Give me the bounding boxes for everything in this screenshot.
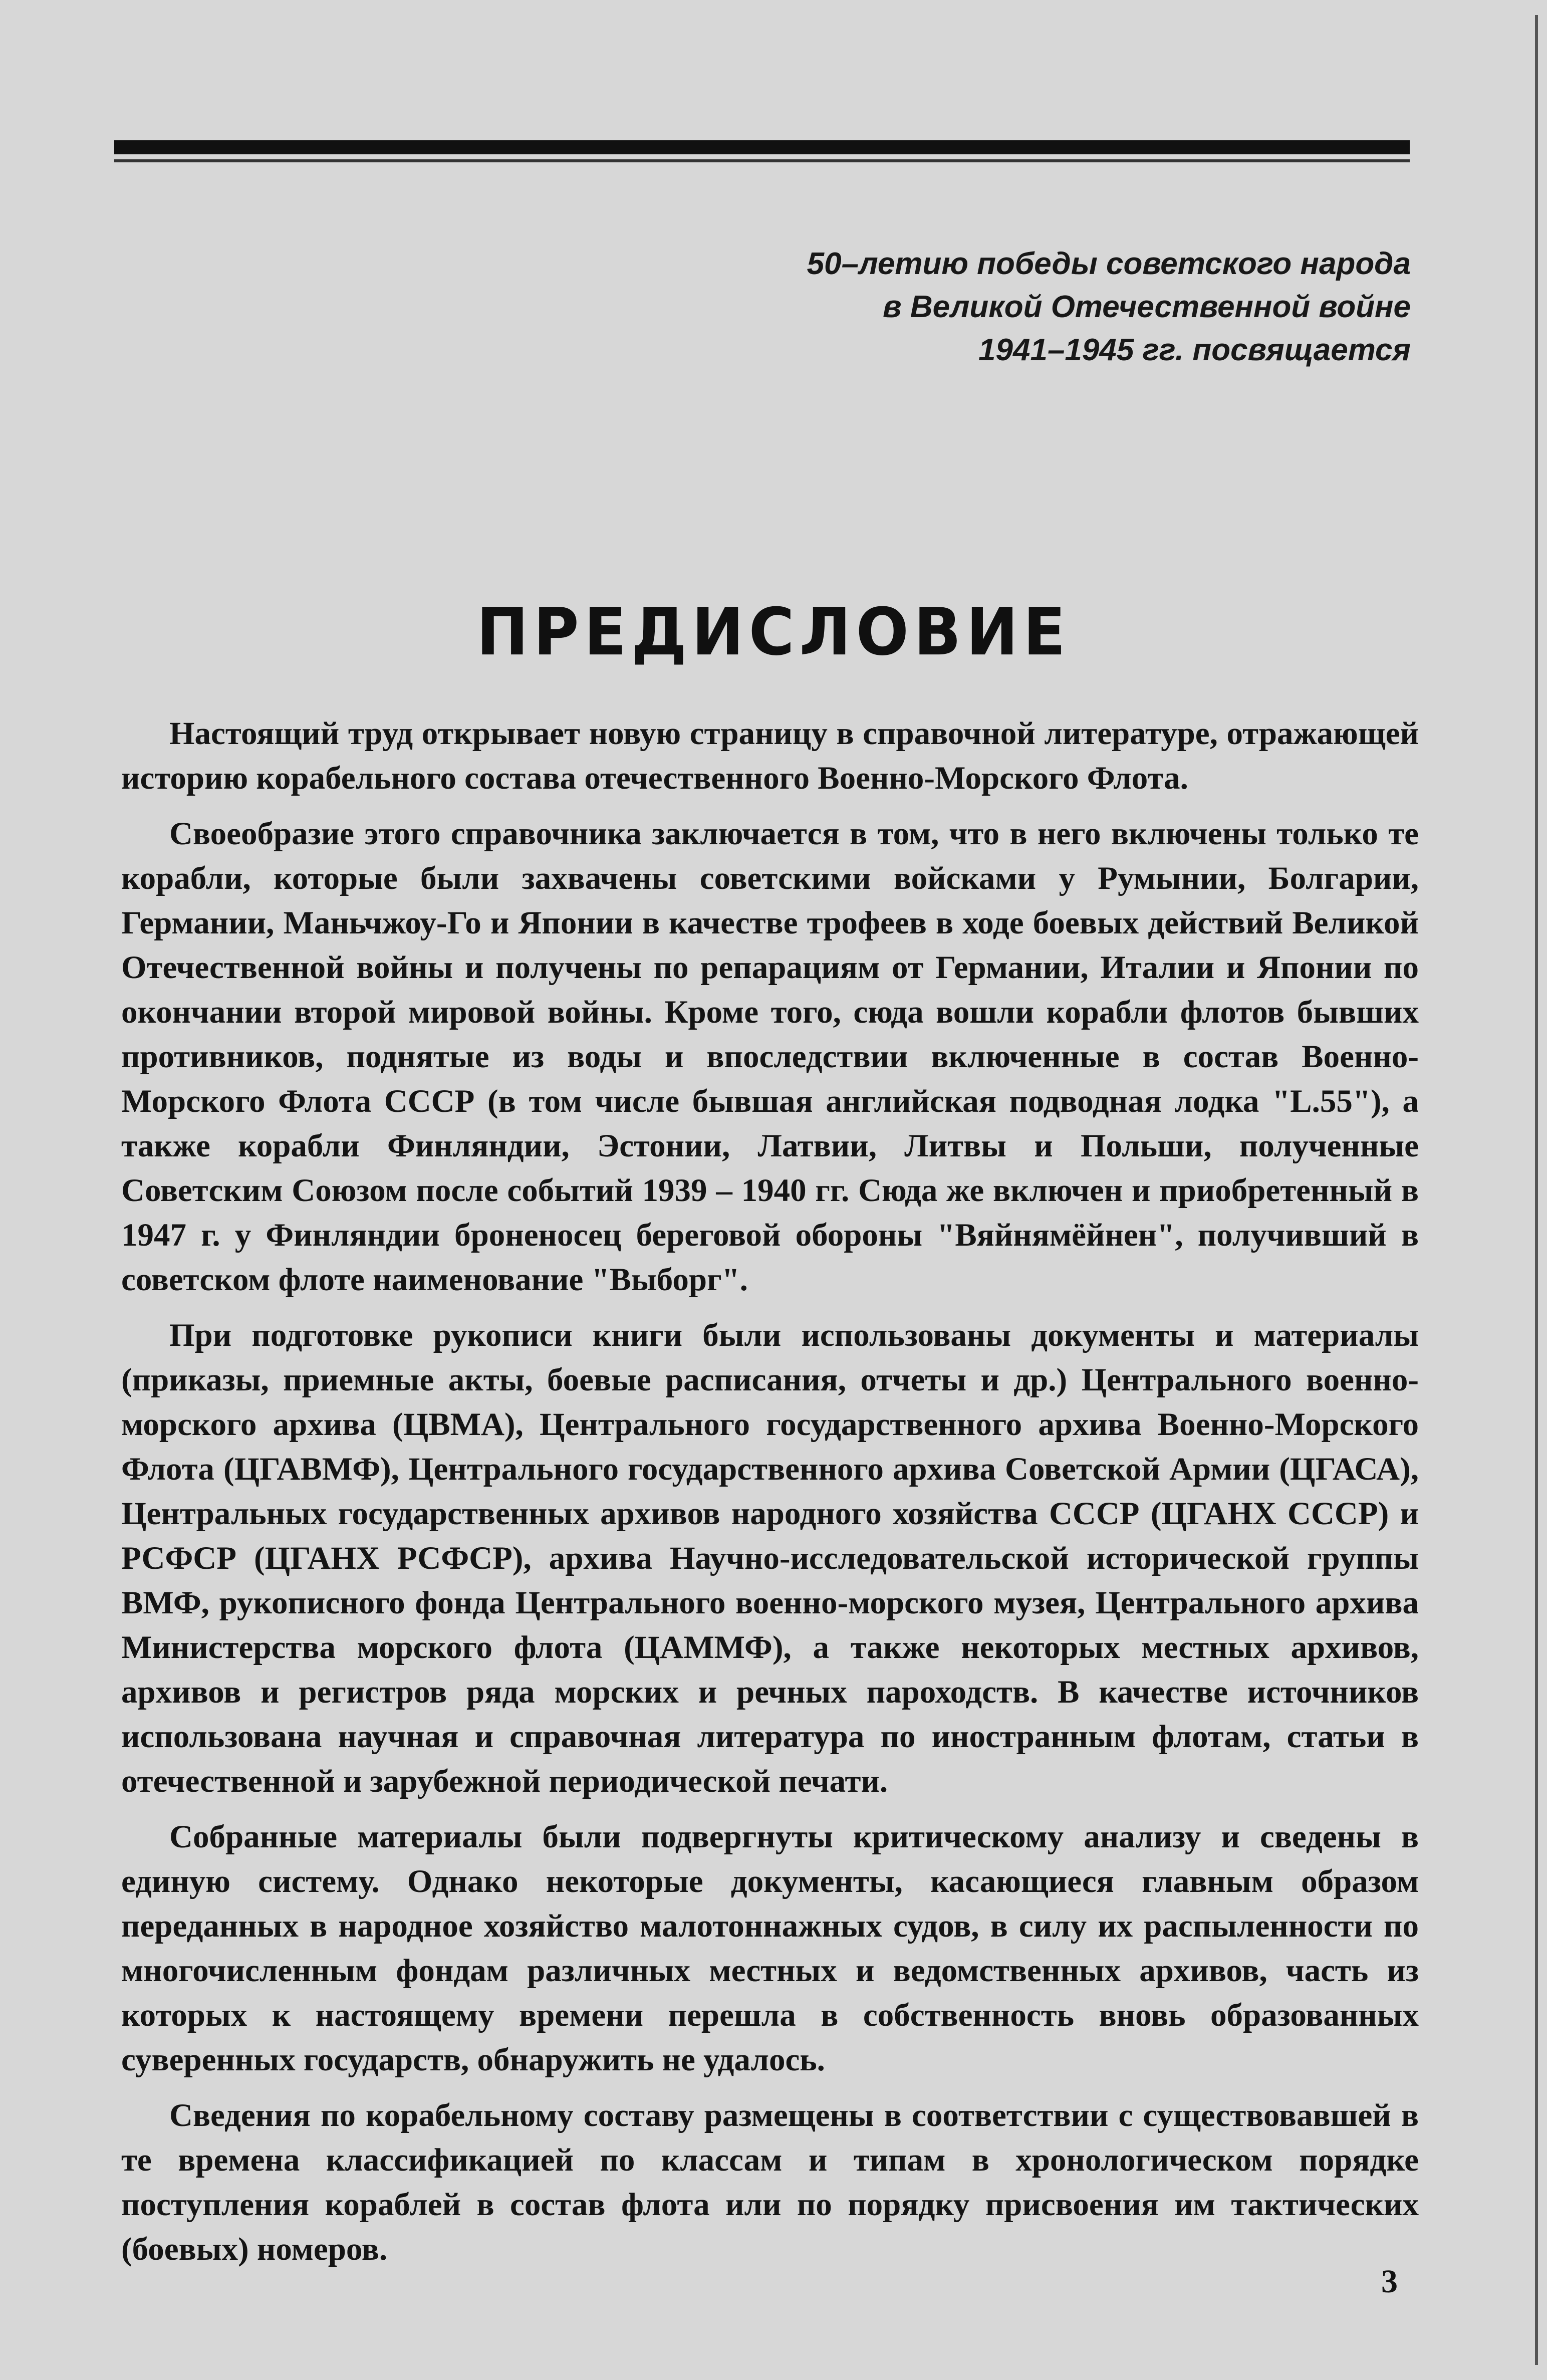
page-edge-shadow [1535,15,1538,2365]
top-rule-thin [114,159,1410,162]
paragraph: При подготовке рукописи книги были использованы документы и материалы (приказы, приемные акты, боевые расписания, отчеты и др.) Центрального военно-морского архива (ЦВМА), Центрального государственного архива Военно-Морского Флота (ЦГАВМФ), Центрального государственного архива Советской Армии (ЦГАСА), Центральных государственных архивов народного хозяйства СССР (ЦГАНХ СССР) и РСФСР (ЦГАНХ РСФСР), архива Научно-исследовательской исторической группы ВМФ, рукописного фонда Центрального военно-морского музея, Центрального архива Министерства морского флота (ЦАММФ), а также некоторых местных архивов, архивов и регистров ряда морских и речных пароходств. В качестве источников использована научная и справочная литература по иностранным флотам, статьи в отечественной и зарубежной периодической печати. [121,1317,1419,1799]
top-rule-thick [114,140,1410,154]
paragraph: Настоящий труд открывает новую страницу в справочной литературе, отражающей историю корабельного состава отечественного Военно-Морского Флота. [121,716,1419,796]
paragraph: Своеобразие этого справочника заключается в том, что в него включены только те корабли, которые были захвачены советскими войсками у Румынии, Болгарии, Германии, Маньчжоу-Го и Японии в качестве трофеев в ходе боевых действий Великой Отечественной войны и получены по репарациям от Германии, Италии и Японии по окончании второй мировой войны. Кроме того, сюда вошли корабли флотов бывших противников, поднятые из воды и впоследствии включенные в состав Военно-Морского Флота СССР (в том числе бывшая английская подводная лодка "L.55"), а также корабли Финляндии, Эстонии, Латвии, Литвы и Польши, полученные Советским Союзом после событий 1939 – 1940 гг. Сюда же включен и приобретенный в 1947 г. у Финляндии броненосец береговой обороны "Вяйнямёйнен", получивший в советском флоте наименование "Выборг". [121,816,1419,1298]
dedication-line: 1941–1945 гг. посвящается [978,333,1411,367]
section-title: ПРЕДИСЛОВИЕ [476,594,1071,670]
dedication-line: 50–летию победы советского народа [807,247,1411,281]
page-number: 3 [1381,2263,1398,2300]
dedication [609,243,1411,372]
dedication-line: в Великой Отечественной войне [883,290,1411,324]
paragraph: Сведения по корабельному составу размещены в соответствии с существовавшей в те времена классификацией по классам и типам в хронологическом порядке поступления кораблей в состав флота или по порядку присвоения им тактических (боевых) номеров. [121,2097,1419,2267]
paragraph: Собранные материалы были подвергнуты критическому анализу и сведены в единую систему. Однако некоторые документы, касающиеся главным образом переданных в народное хозяйство малотоннажных судов, в силу их распыленности по многочисленным фондам различных местных и ведомственных архивов, часть из которых к настоящему времени перешла в собственность вновь образованных суверенных государств, обнаружить не удалось. [121,1819,1419,2078]
body-text [121,711,1419,2283]
